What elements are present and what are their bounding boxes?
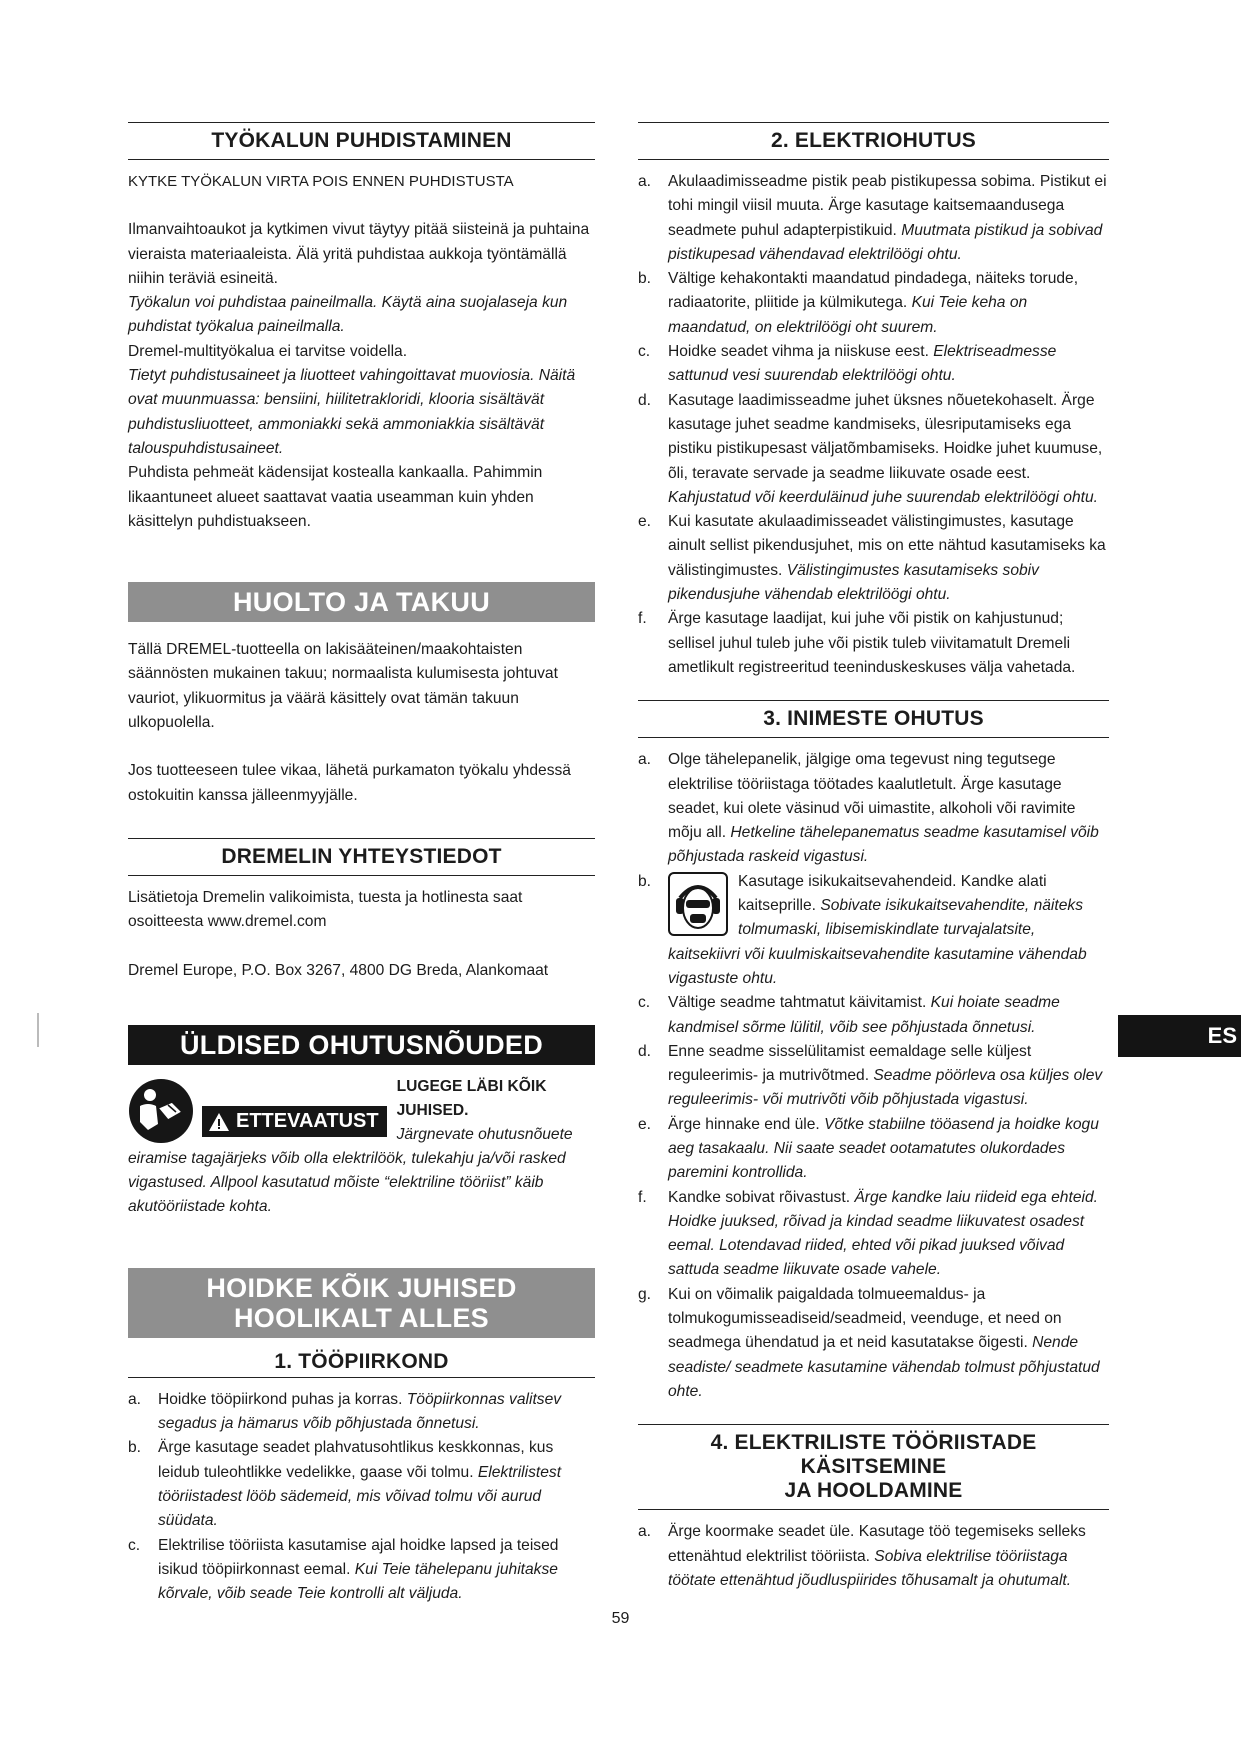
list-item-note: Elektriseadmesse sattunud vesi suurendab elektrilöögi ohtu. — [668, 343, 1057, 385]
list-item-text: Ärge kasutage seadet plahvatusohtlikus keskkonnas, kus leidub tuleohtlikke vedelikke, gaase või tolmu. — [158, 1439, 554, 1481]
list-item — [638, 1520, 1109, 1593]
list-item — [638, 1113, 1109, 1186]
section-title-tools — [638, 1424, 1109, 1510]
caution-badge-label: ETTEVAATUST — [236, 1110, 379, 1133]
list-item-note: Kui Teie keha on maandatud, on elektrilöögi oht suurem. — [668, 294, 1028, 336]
list-item-text: Ärge hinnake end üle. — [668, 1115, 825, 1133]
list-item-marker: d. — [638, 391, 652, 409]
list-item — [638, 1186, 1109, 1283]
list-item-text: Kasutage laadimisseadme juhet üksnes nõuetekohaselt. Ärge kasutage juhet seadme kandmiseks, ülesriputamiseks ega pistiku pistikupesast väljatõmbamiseks. Hoidke juhet kuumuse, õli, teravate servade ja seadme liikuvate osade eest. — [668, 391, 1103, 482]
left-column — [128, 122, 595, 1606]
section-title-workplace: 1. TÖÖPIIRKOND — [128, 1350, 595, 1378]
list-item-marker: b. — [128, 1439, 142, 1457]
list-item-text: Olge tähelepanelik, jälgige oma tegevust ning tegutsege elektrilise tööriistaga töötades kaalutletult. Ärge kasutage seadet, kui olete väsinud või uimastite, alkoholi või ravimite mõju all. — [668, 751, 1076, 842]
list-item-note: Kahjustatud või keerduläinud juhe suurendab elektrilöögi ohtu. — [668, 488, 1098, 506]
list-item-text: Hoidke tööpiirkond puhas ja korras. — [158, 1390, 407, 1408]
list-item-marker: d. — [638, 1042, 652, 1060]
section-title-personal: 3. INIMESTE OHUTUS — [638, 700, 1109, 738]
cleaning-paragraph-2: Työkalun voi puhdistaa paineilmalla. Käytä aina suojalaseja kun puhdistat työkalua paineilmalla. — [128, 294, 568, 336]
list-item-text: Elektrilise tööriista kasutamise ajal hoidke lapsed ja teised isikud tööpiirkonnast eemal. — [158, 1536, 559, 1578]
right-column — [638, 122, 1109, 1593]
list-item-note: Nende seadiste/ seadmete kasutamine vähendab tolmust põhjustatud ohte. — [668, 1334, 1100, 1400]
section-title-service: HUOLTO JA TAKUU — [128, 582, 595, 622]
list-item-marker: a. — [128, 1390, 142, 1408]
page-number: 59 — [611, 1610, 630, 1627]
list-item-note: Kui Teie tähelepanu juhitakse kõrvale, võib seade Teie kontrolli alt väljuda. — [158, 1560, 558, 1603]
contact-paragraph-1: Lisätietoja Dremelin valikoimista, tuesta ja hotlinesta saat osoitteesta www.dremel.com — [128, 888, 523, 931]
list-item-note: Muutmata pistikud ja sobivad pistikupesad vähendavad elektrilöögi ohtu. — [668, 221, 1103, 263]
list-item-text: Ärge kasutage laadijat, kui juhe või pistik on kahjustunud; sellisel juhul tuleb juhe või pistik tuleb viivitamatult Dremeli ametlikult registreeritud teeninduskeskuses välja vahetada. — [668, 610, 1076, 676]
list-item — [128, 1388, 595, 1437]
list-item — [638, 991, 1109, 1040]
list-item — [638, 870, 1109, 991]
list-item-marker: g. — [638, 1285, 652, 1303]
list-item-marker: c. — [128, 1536, 141, 1554]
list-item-note: Seadme pöörleva osa küljes olev reguleerimis- või mutrivõti võib põhjustada vigastusi. — [668, 1067, 1103, 1109]
list-item — [638, 267, 1109, 340]
list-item-text: Enne seadme sisselülitamist eemaldage selle küljest reguleerimis- ja mutrivõtmed. — [668, 1042, 1032, 1085]
list-item-marker: c. — [638, 994, 651, 1012]
service-paragraph-1: Tällä DREMEL-tuotteella on lakisääteinen/maakohtaisten säännösten mukainen takuu; normaalista kulumisesta johtuvat vauriot, ylikuormitus ja väärä käsittely ovat tämän takuun ulkopuolella. — [128, 641, 558, 732]
list-item-note: Võtke stabiilne tööasend ja hoidke kogu aeg tasakaalu. Nii saate seadet ootamatutes olukordades paremini kontrollida. — [668, 1115, 1099, 1182]
personal-list — [638, 748, 1109, 1404]
margin-mark — [37, 1013, 39, 1047]
warning-triangle-icon — [208, 1112, 230, 1132]
language-tab-label: ES — [1207, 1023, 1237, 1048]
service-paragraph-2: Jos tuotteeseen tulee vikaa, lähetä purkamaton työkalu yhdessä ostokuitin kanssa jälleenmyyjälle. — [128, 762, 571, 804]
list-item — [638, 1283, 1109, 1404]
tools-title-line-2: JA HOOLDAMINE — [784, 1479, 963, 1503]
cleaning-paragraph-4: Tietyt puhdistusaineet ja liuotteet vahingoittavat muoviosia. Näitä ovat muunmuassa: bensiini, hiilitetrakloridi, klooria sisältävät puhdistusliuotteet, ammoniakki sekä ammoniakkia sisältävät talouspuhdistusaineet. — [128, 367, 576, 457]
list-item — [638, 1040, 1109, 1113]
workplace-list — [128, 1388, 595, 1607]
list-item-note: Sobivate isikukaitsevahendite, näiteks tolmumaski, libisemiskindlate turvajalatsite, kaitsekiivri või kuulmiskaitsevahendite kasutamine vähendab vigastuste ohtu. — [668, 897, 1087, 987]
list-item-note: Kui hoiate seadme kandmisel sõrme lülitil, võib see põhjustada õnnetusi. — [668, 994, 1060, 1036]
list-item-text: Kasutage isikukaitsevahendeid. Kandke alati kaitseprille. — [738, 872, 1047, 915]
list-item-text: Hoidke seadet vihma ja niiskuse eest. — [668, 343, 934, 361]
list-item-text: Vältige kehakontakti maandatud pindadega, näiteks torude, radiaatorite, pliitide ja külmikutega. — [668, 270, 1079, 312]
list-item-note: Elektrilistest tööriistadest lööb sädemeid, mis võivad tolmu või aurud süüdata. — [158, 1463, 562, 1530]
list-item-note: Tööpiirkonnas valitsev segadus ja hämarus võib põhjustada õnnetusi. — [158, 1390, 562, 1433]
list-item — [128, 1436, 595, 1533]
list-item — [638, 607, 1109, 680]
list-item-marker: b. — [638, 872, 652, 890]
cleaning-paragraph-1: Ilmanvaihtoaukot ja kytkimen vivut täytyy pitää siisteinä ja puhtaina vieraista materiaaleista. Älä yritä puhdistaa aukkoja työntämällä niihin teräviä esineitä. — [128, 221, 590, 287]
electric-list — [638, 170, 1109, 680]
section-title-keep-instructions: HOIDKE KÕIK JUHISED HOOLIKALT ALLES — [128, 1268, 595, 1338]
caution-badge — [202, 1106, 387, 1137]
list-item — [638, 340, 1109, 389]
list-item-marker: e. — [638, 513, 652, 531]
tools-list — [638, 1520, 1109, 1593]
warning-intro-start: Järgnevate ohutusnõuete — [396, 1125, 573, 1143]
cleaning-caption: KYTKE TYÖKALUN VIRTA POIS ENNEN PUHDISTUSTA — [128, 173, 514, 190]
section-title-electric: 2. ELEKTRIOHUTUS — [638, 122, 1109, 160]
list-item-note: Sobiva elektrilise tööriistaga töötate ettenähtud jõudluspiirides tõhusamalt ja ohutumalt. — [668, 1547, 1072, 1589]
language-tab — [1118, 1015, 1241, 1057]
read-all-instructions: LUGEGE LÄBI KÕIK JUHISED. — [396, 1077, 547, 1119]
warning-heading-block — [397, 1075, 595, 1147]
list-item-text: Vältige seadme tahtmatut käivitamist. — [668, 994, 931, 1012]
list-item — [638, 510, 1109, 607]
list-item — [638, 748, 1109, 869]
list-item-text: Kui on võimalik paigaldada tolmueemaldus- ja tolmukogumisseadiseid/seadmeid, veenduge, et need on seadmega ühendatud ja et neid kasutatakse õigesti. — [668, 1285, 1062, 1352]
contact-paragraph-2: Dremel Europe, P.O. Box 3267, 4800 DG Breda, Alankomaat — [128, 961, 549, 979]
list-item-marker: a. — [638, 173, 652, 190]
warning-intro-rest: eiramise tagajärjeks võib olla elektrilöök, tulekahju ja/või rasked vigastused. Allpool kasutatud mõiste “elektriline tööriist” käib akutööriistade kohta. — [128, 1149, 566, 1216]
list-item-marker: b. — [638, 270, 652, 288]
list-item-note: Ärge kandke laiu riideid ega ehteid. Hoidke juuksed, rõivad ja kindad seadme liikuvatest osadest eemal. Lotendavad riided, ehted või pikad juuksed võivad sattuda seadme liikuvate osade vahele. — [668, 1188, 1098, 1279]
list-item-text: Kandke sobivat rõivastust. — [668, 1188, 855, 1206]
list-item-marker: f. — [638, 610, 647, 628]
list-item — [128, 1534, 595, 1607]
safety-goggles-icon — [668, 872, 728, 936]
cleaning-paragraph-5: Puhdista pehmeät kädensijat kostealla kankaalla. Pahimmin likaantuneet alueet saattavat vaatia useamman kuin yhden käsittelyn puhdistuakseen. — [128, 464, 543, 530]
list-item-marker: e. — [638, 1115, 652, 1133]
read-manual-icon — [128, 1078, 194, 1144]
list-item-marker: f. — [638, 1188, 647, 1206]
list-item-text: Kui kasutate akulaadimisseadet välistingimustes, kasutage ainult sellist pikendusjuhet, mis on ette nähtud kasutamiseks ka välistingimustes. — [668, 513, 1106, 579]
section-title-cleaning: TYÖKALUN PUHDISTAMINEN — [128, 122, 595, 160]
warning-row — [128, 1075, 595, 1147]
list-item-note: Välistingimustes kasutamiseks sobiv pikendusjuhe vähendab elektrilöögi ohtu. — [668, 561, 1039, 604]
cleaning-paragraph-3: Dremel-multityökalua ei tarvitse voidella. — [128, 342, 408, 360]
section-title-contact: DREMELIN YHTEYSTIEDOT — [128, 838, 595, 876]
list-item — [638, 170, 1109, 267]
tools-title-line-1: 4. ELEKTRILISTE TÖÖRIISTADE KÄSITSEMINE — [710, 1431, 1037, 1479]
list-item-marker: a. — [638, 1523, 652, 1541]
list-item — [638, 389, 1109, 510]
list-item-text: Ärge koormake seadet üle. Kasutage töö tegemiseks selleks ettenähtud elektrilist tööriista. — [668, 1523, 1086, 1565]
list-item-text: Akulaadimisseadme pistik peab pistikupessa sobima. Pistikut ei tohi mingil viisil muuta. Ärge kasutage kaitsemaandusega seadmete puhul adapterpistikuid. — [668, 173, 1107, 239]
list-item-marker: c. — [638, 343, 651, 361]
list-item-note: Hetkeline tähelepanematus seadme kasutamisel võib põhjustada raskeid vigastusi. — [668, 824, 1099, 866]
list-item-marker: a. — [638, 751, 652, 769]
section-title-general-safety: ÜLDISED OHUTUSNÕUDED — [128, 1025, 595, 1065]
